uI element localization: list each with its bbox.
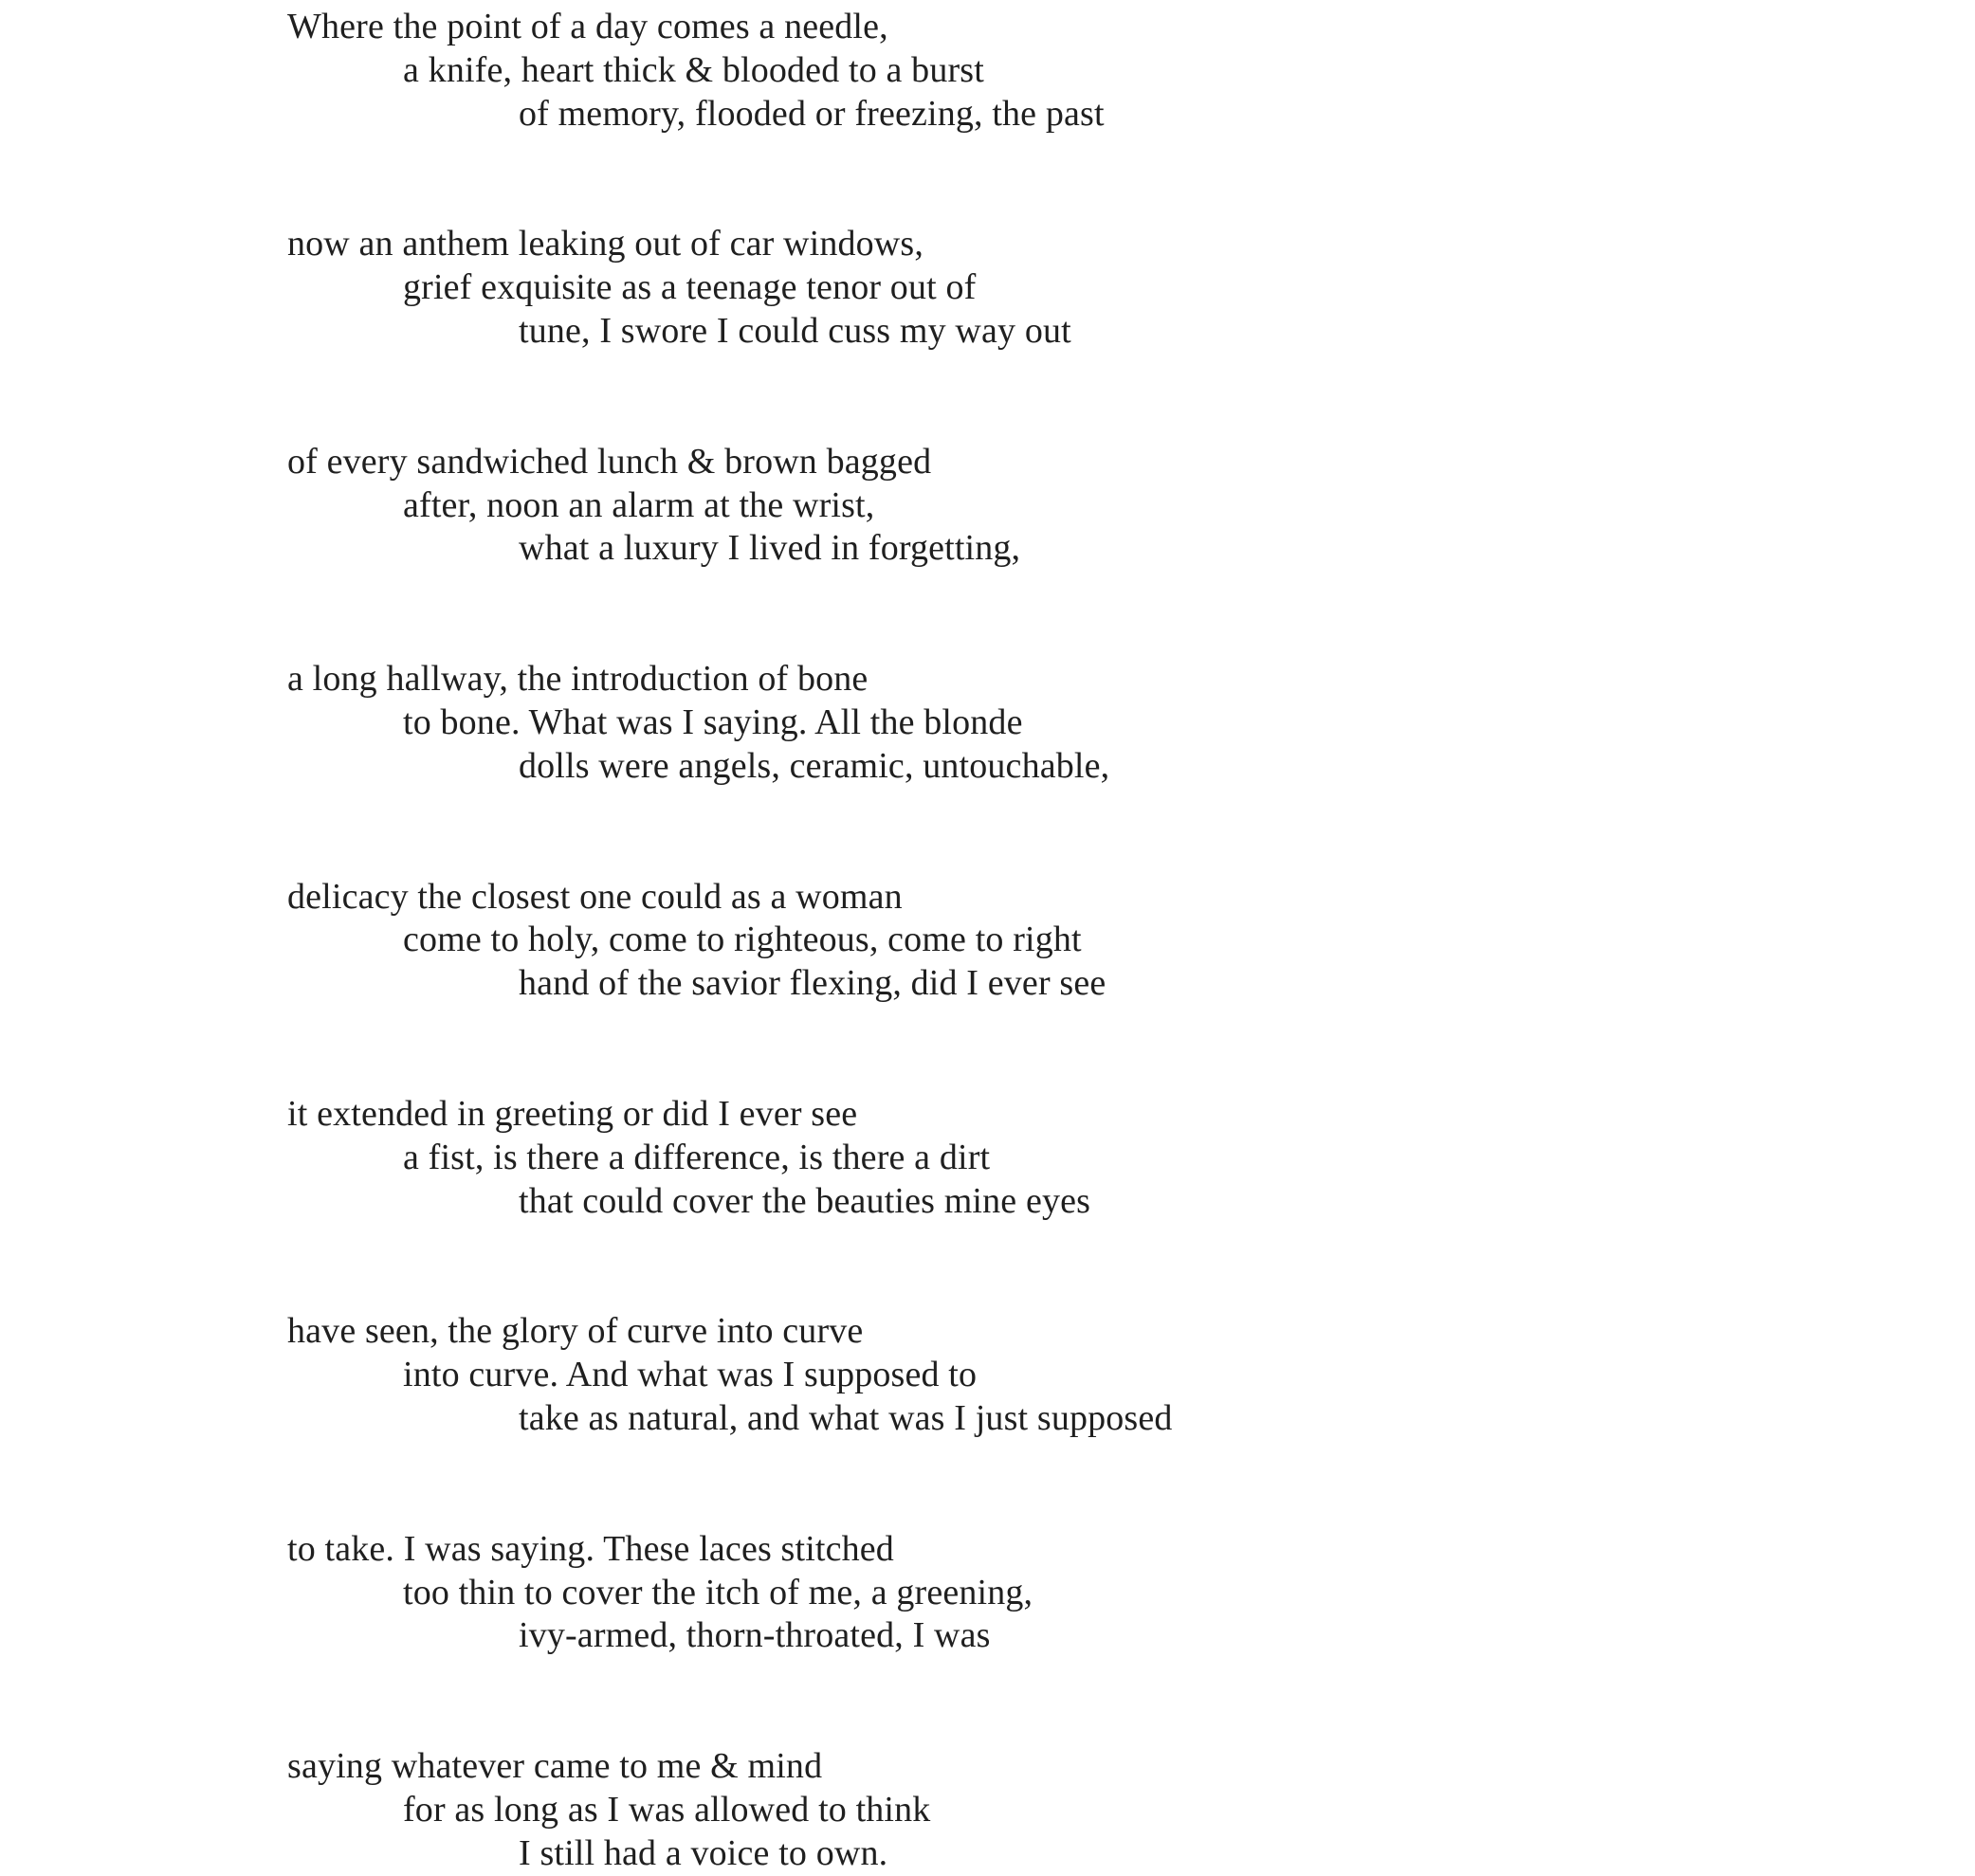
poem-line: it extended in greeting or did I ever see xyxy=(287,1093,858,1134)
poem-line: hand of the savior flexing, did I ever see xyxy=(519,963,1106,1004)
stanza-2 xyxy=(287,223,1173,353)
stanza-1 xyxy=(287,6,1173,136)
poem-line: tune, I swore I could cuss my way out xyxy=(519,310,1071,351)
poem-line: what a luxury I lived in forgetting, xyxy=(519,528,1021,569)
poem-line: have seen, the glory of curve into curve xyxy=(287,1311,864,1352)
poem-line: delicacy the closest one could as a woman xyxy=(287,876,903,917)
poem-line: now an anthem leaking out of car windows, xyxy=(287,224,923,264)
poem-line: I still had a voice to own. xyxy=(519,1832,888,1873)
stanza-3 xyxy=(287,441,1173,571)
stanza-7 xyxy=(287,1310,1173,1440)
poem-line: a fist, is there a difference, is there a dirt xyxy=(403,1137,991,1177)
poem-line: a knife, heart thick & blooded to a burst xyxy=(403,49,984,90)
poem-line: after, noon an alarm at the wrist, xyxy=(403,484,875,525)
poem-line: Where the point of a day comes a needle, xyxy=(287,7,888,46)
poem-line: for as long as I was allowed to think xyxy=(403,1789,931,1830)
poem-line: too thin to cover the itch of me, a greening, xyxy=(403,1572,1033,1612)
poem xyxy=(287,6,1173,1876)
poem-line: come to holy, come to righteous, come to right xyxy=(403,920,1082,960)
poem-line: a long hallway, the introduction of bone xyxy=(287,659,869,700)
poem-line: of every sandwiched lunch & brown bagged xyxy=(287,441,932,482)
poem-line: into curve. And what was I supposed to xyxy=(403,1355,978,1395)
stanza-9 xyxy=(287,1745,1173,1875)
poem-line: grief exquisite as a teenage tenor out of xyxy=(403,267,977,308)
poem-line: that could cover the beauties mine eyes xyxy=(519,1180,1091,1221)
stanza-5 xyxy=(287,876,1173,1006)
stanza-4 xyxy=(287,658,1173,788)
stanza-6 xyxy=(287,1093,1173,1223)
poem-line: take as natural, and what was I just supposed xyxy=(519,1397,1173,1438)
poem-line: of memory, flooded or freezing, the past xyxy=(519,93,1105,134)
poem-line: saying whatever came to me & mind xyxy=(287,1746,823,1787)
poem-line: dolls were angels, ceramic, untouchable, xyxy=(519,745,1110,786)
poem-line: to bone. What was I saying. All the blonde xyxy=(403,701,1023,742)
stanza-8 xyxy=(287,1528,1173,1658)
poem-line: to take. I was saying. These laces stitched xyxy=(287,1528,894,1569)
poem-line: ivy-armed, thorn-throated, I was xyxy=(519,1615,991,1656)
